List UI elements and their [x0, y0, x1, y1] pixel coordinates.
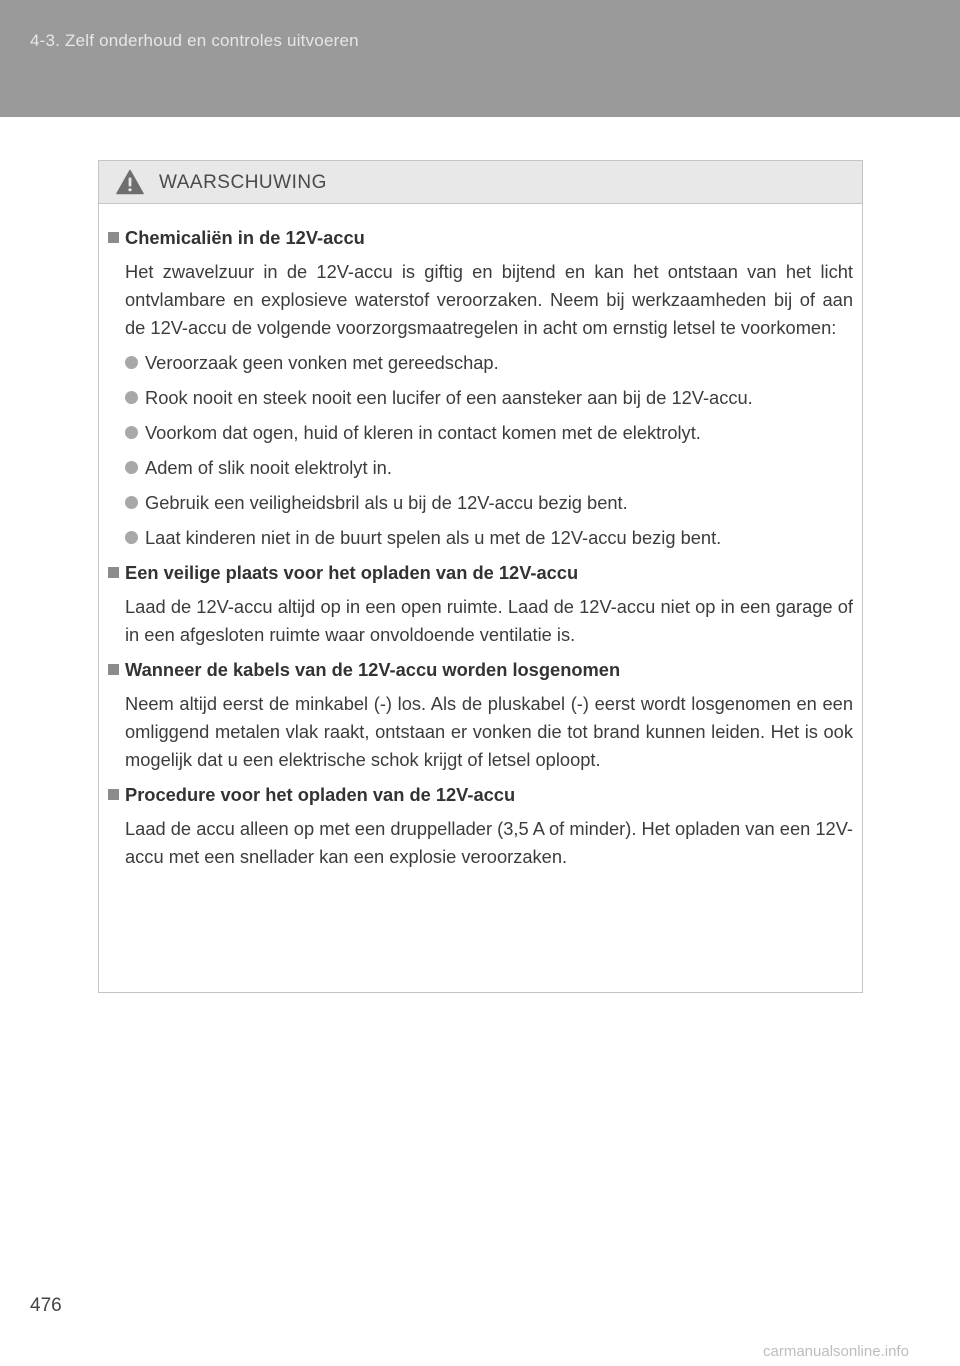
bullet-dot-icon	[125, 496, 138, 509]
bullet-item	[107, 419, 853, 447]
section-paragraph: Het zwavelzuur in de 12V-accu is giftig en bijtend en kan het ontstaan van het licht ontvlambare en explosieve waterstof veroorzaken. Neem bij werkzaamheden bij of aan de 12V-accu de volgende voorzorgsmaatregelen in acht om ernstig letsel te voorkomen:	[125, 261, 853, 338]
bullet-text: Adem of slik nooit elektrolyt in.	[145, 457, 392, 478]
section-heading-text: Procedure voor het opladen van de 12V-accu	[125, 784, 516, 805]
square-marker-icon	[108, 664, 119, 675]
warning-header	[99, 161, 862, 204]
section-heading	[107, 559, 853, 587]
bullet-text: Voorkom dat ogen, huid of kleren in contact komen met de elektrolyt.	[145, 422, 701, 443]
bullet-dot-icon	[125, 356, 138, 369]
section-paragraph: Laad de 12V-accu altijd op in een open ruimte. Laad de 12V-accu niet op in een garage of in een afgesloten ruimte waar onvoldoende ventilatie is.	[125, 596, 853, 645]
page-number: 476	[30, 1295, 62, 1316]
section-title: 4-3. Zelf onderhoud en controles uitvoeren	[30, 31, 359, 50]
bullet-text: Veroorzaak geen vonken met gereedschap.	[145, 352, 499, 373]
bullet-item	[107, 454, 853, 482]
section-heading-text: Chemicaliën in de 12V-accu	[125, 227, 365, 248]
section-heading	[107, 656, 853, 684]
warning-box	[98, 160, 863, 993]
square-marker-icon	[108, 232, 119, 243]
section-heading-text: Een veilige plaats voor het opladen van de 12V-accu	[125, 562, 579, 583]
bullet-text: Laat kinderen niet in de buurt spelen als u met de 12V-accu bezig bent.	[145, 527, 722, 548]
bullet-dot-icon	[125, 426, 138, 439]
bullet-dot-icon	[125, 391, 138, 404]
bullet-item	[107, 349, 853, 377]
bullet-item	[107, 489, 853, 517]
section-paragraph: Laad de accu alleen op met een druppellader (3,5 A of minder). Het opladen van een 12V-accu met een snellader kan een explosie veroorzaken.	[125, 818, 853, 867]
warning-body	[99, 204, 862, 871]
bullet-text: Rook nooit en steek nooit een lucifer of een aansteker aan bij de 12V-accu.	[145, 387, 753, 408]
watermark: carmanualsonline.info	[763, 1343, 909, 1360]
section-heading	[107, 781, 853, 809]
square-marker-icon	[108, 567, 119, 578]
section-heading-text: Wanneer de kabels van de 12V-accu worden losgenomen	[125, 659, 621, 680]
section-heading	[107, 224, 853, 252]
square-marker-icon	[108, 789, 119, 800]
warning-title: WAARSCHUWING	[159, 172, 327, 193]
section-paragraph: Neem altijd eerst de minkabel (-) los. Als de pluskabel (-) eerst wordt losgenomen en een omliggend metalen vlak raakt, ontstaan er vonken die tot brand kunnen leiden. Het is ook mogelijk dat u een elektrische schok krijgt of letsel oploopt.	[125, 693, 853, 770]
bullet-dot-icon	[125, 461, 138, 474]
bullet-item	[107, 384, 853, 412]
warning-triangle-icon	[116, 169, 144, 195]
bullet-list	[107, 349, 853, 552]
header-band	[0, 0, 960, 117]
bullet-text: Gebruik een veiligheidsbril als u bij de 12V-accu bezig bent.	[145, 492, 628, 513]
bullet-dot-icon	[125, 531, 138, 544]
bullet-item	[107, 524, 853, 552]
